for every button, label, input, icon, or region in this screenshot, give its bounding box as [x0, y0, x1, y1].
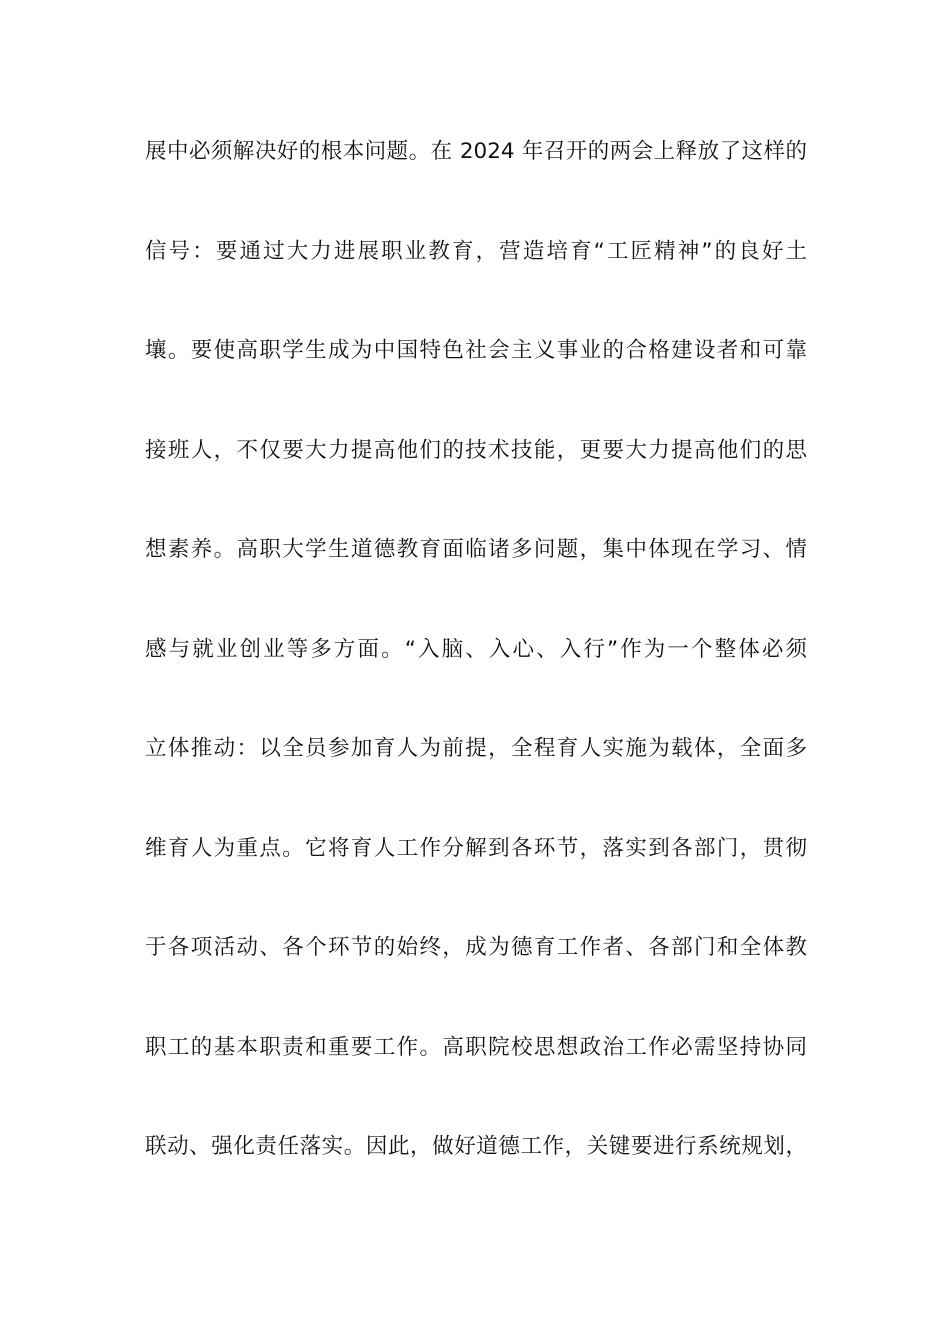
text-line: 展中必须解决好的根本问题。在 2024 年召开的两会上释放了这样的 — [145, 139, 807, 164]
text-line: 信号：要通过大力进展职业教育，营造培育“工匠精神”的良好土 — [145, 238, 807, 264]
text-line: 维育人为重点。它将育人工作分解到各环节，落实到各部门，贯彻 — [145, 835, 807, 861]
text-line: 感与就业创业等多方面。“入脑、入心、入行”作为一个整体必须 — [145, 636, 807, 662]
text-line: 壤。要使高职学生成为中国特色社会主义事业的合格建设者和可靠 — [145, 338, 807, 363]
text-line: 职工的基本职责和重要工作。高职院校思想政治工作必需坚持协同 — [145, 1034, 807, 1060]
text-line: 联动、强化责任落实。因此，做好道德工作，关键要进行系统规划， — [145, 1134, 807, 1159]
text-line: 立体推动：以全员参加育人为前提，全程育人实施为载体，全面多 — [145, 736, 807, 761]
text-line: 想素养。高职大学生道德教育面临诸多问题，集中体现在学习、情 — [145, 537, 807, 562]
text-line: 于各项活动、各个环节的始终，成为德育工作者、各部门和全体教 — [145, 935, 807, 960]
body-paragraph — [145, 133, 807, 1228]
text-line: 接班人，不仅要大力提高他们的技术技能，更要大力提高他们的思 — [145, 437, 807, 463]
